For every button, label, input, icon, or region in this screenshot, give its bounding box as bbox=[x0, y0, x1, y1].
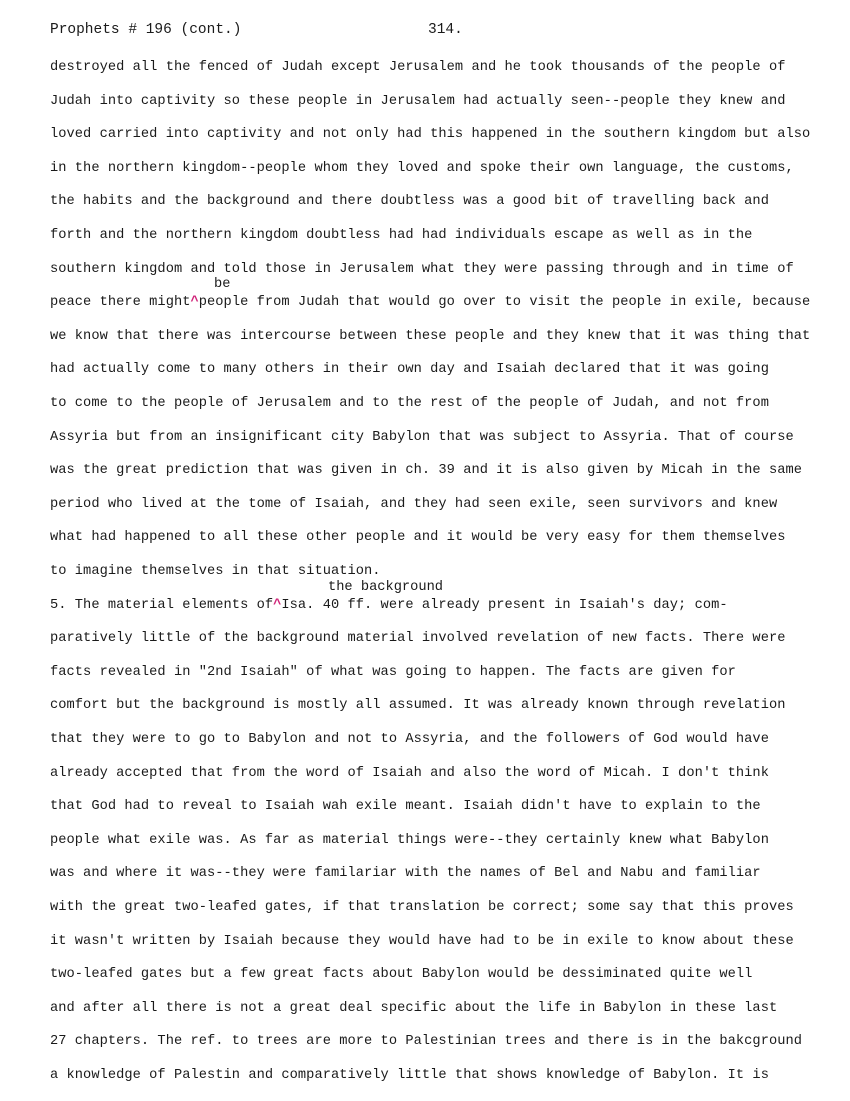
text-line: was the great prediction that was given in ch. 39 and it is also given by Micah in the same bbox=[50, 463, 803, 479]
text-line: destroyed all the fenced of Judah except Jerusalem and he took thousands of the people of bbox=[50, 60, 786, 75]
text-line: we know that there was intercourse between these people and they knew that it was thing that bbox=[50, 328, 811, 344]
text-line: to imagine themselves in that situation. bbox=[50, 564, 381, 579]
text-line: 27 chapters. The ref. to trees are more to Palestinian trees and there is in the bakcground bbox=[50, 1034, 803, 1050]
page-header-title: Prophets # 196 (cont.) bbox=[50, 22, 242, 38]
text-line: the habits and the background and there doubtless was a good bit of travelling back and bbox=[50, 194, 769, 210]
text-line: loved carried into captivity and not only had this happened in the southern kingdom but also bbox=[50, 127, 811, 143]
text-line: facts revealed in "2nd Isaiah" of what was going to happen. The facts are given for bbox=[50, 664, 736, 680]
text-line: and after all there is not a great deal specific about the life in Babylon in these last bbox=[50, 1000, 778, 1016]
text-line: in the northern kingdom--people whom they loved and spoke their own language, the customs, bbox=[50, 160, 794, 176]
text-line-part: peace there might bbox=[50, 295, 191, 311]
text-line: with the great two-leafed gates, if that translation be correct; some say that this proves bbox=[50, 900, 794, 915]
insertion-be: be bbox=[214, 277, 231, 292]
text-line: a knowledge of Palestin and comparatively little that shows knowledge of Babylon. It is bbox=[50, 1068, 769, 1083]
insertion-caret: ^ bbox=[190, 295, 199, 311]
text-line: was and where it was--they were familariar with the names of Bel and Nabu and familiar bbox=[50, 866, 761, 882]
text-line-part: people from Judah that would go over to visit the people in exile, because bbox=[198, 295, 811, 311]
insertion-the-background: the background bbox=[328, 580, 443, 595]
text-line: Judah into captivity so these people in Jerusalem had actually seen--people they knew and bbox=[50, 93, 786, 109]
text-line: forth and the northern kingdom doubtless had had individuals escape as well as in the bbox=[50, 228, 753, 243]
text-line: that God had to reveal to Isaiah wah exile meant. Isaiah didn't have to explain to the bbox=[50, 799, 761, 815]
text-line: period who lived at the tome of Isaiah, and they had seen exile, seen survivors and knew bbox=[50, 496, 778, 512]
page-number: 314. bbox=[428, 22, 463, 38]
insertion-caret: ^ bbox=[273, 597, 282, 613]
text-line: paratively little of the background material involved revelation of new facts. There were bbox=[50, 631, 786, 647]
text-line: it wasn't written by Isaiah because they would have had to be in exile to know about these bbox=[50, 933, 794, 949]
text-line: what had happened to all these other people and it would be very easy for them themselves bbox=[50, 530, 786, 546]
text-line: Assyria but from an insignificant city Babylon that was subject to Assyria. That of course bbox=[50, 429, 794, 445]
text-line-part: 5. The material elements of bbox=[50, 597, 274, 613]
text-line bbox=[50, 295, 828, 310]
text-line: comfort but the background is mostly all assumed. It was already known through revelation bbox=[50, 698, 786, 714]
text-line-part: Isa. 40 ff. were already present in Isaiah's day; com- bbox=[281, 597, 728, 613]
text-line: already accepted that from the word of Isaiah and also the word of Micah. I don't think bbox=[50, 765, 769, 781]
text-line: to come to the people of Jerusalem and to the rest of the people of Judah, and not from bbox=[50, 396, 769, 411]
text-line: two-leafed gates but a few great facts about Babylon would be dessiminated quite well bbox=[50, 967, 753, 983]
text-line: people what exile was. As far as material things were--they certainly knew what Babylon bbox=[50, 832, 769, 848]
text-line: southern kingdom and told those in Jerusalem what they were passing through and in time of bbox=[50, 261, 794, 277]
text-line bbox=[50, 598, 828, 613]
text-line: that they were to go to Babylon and not to Assyria, and the followers of God would have bbox=[50, 732, 769, 747]
text-line: had actually come to many others in their own day and Isaiah declared that it was going bbox=[50, 362, 769, 378]
